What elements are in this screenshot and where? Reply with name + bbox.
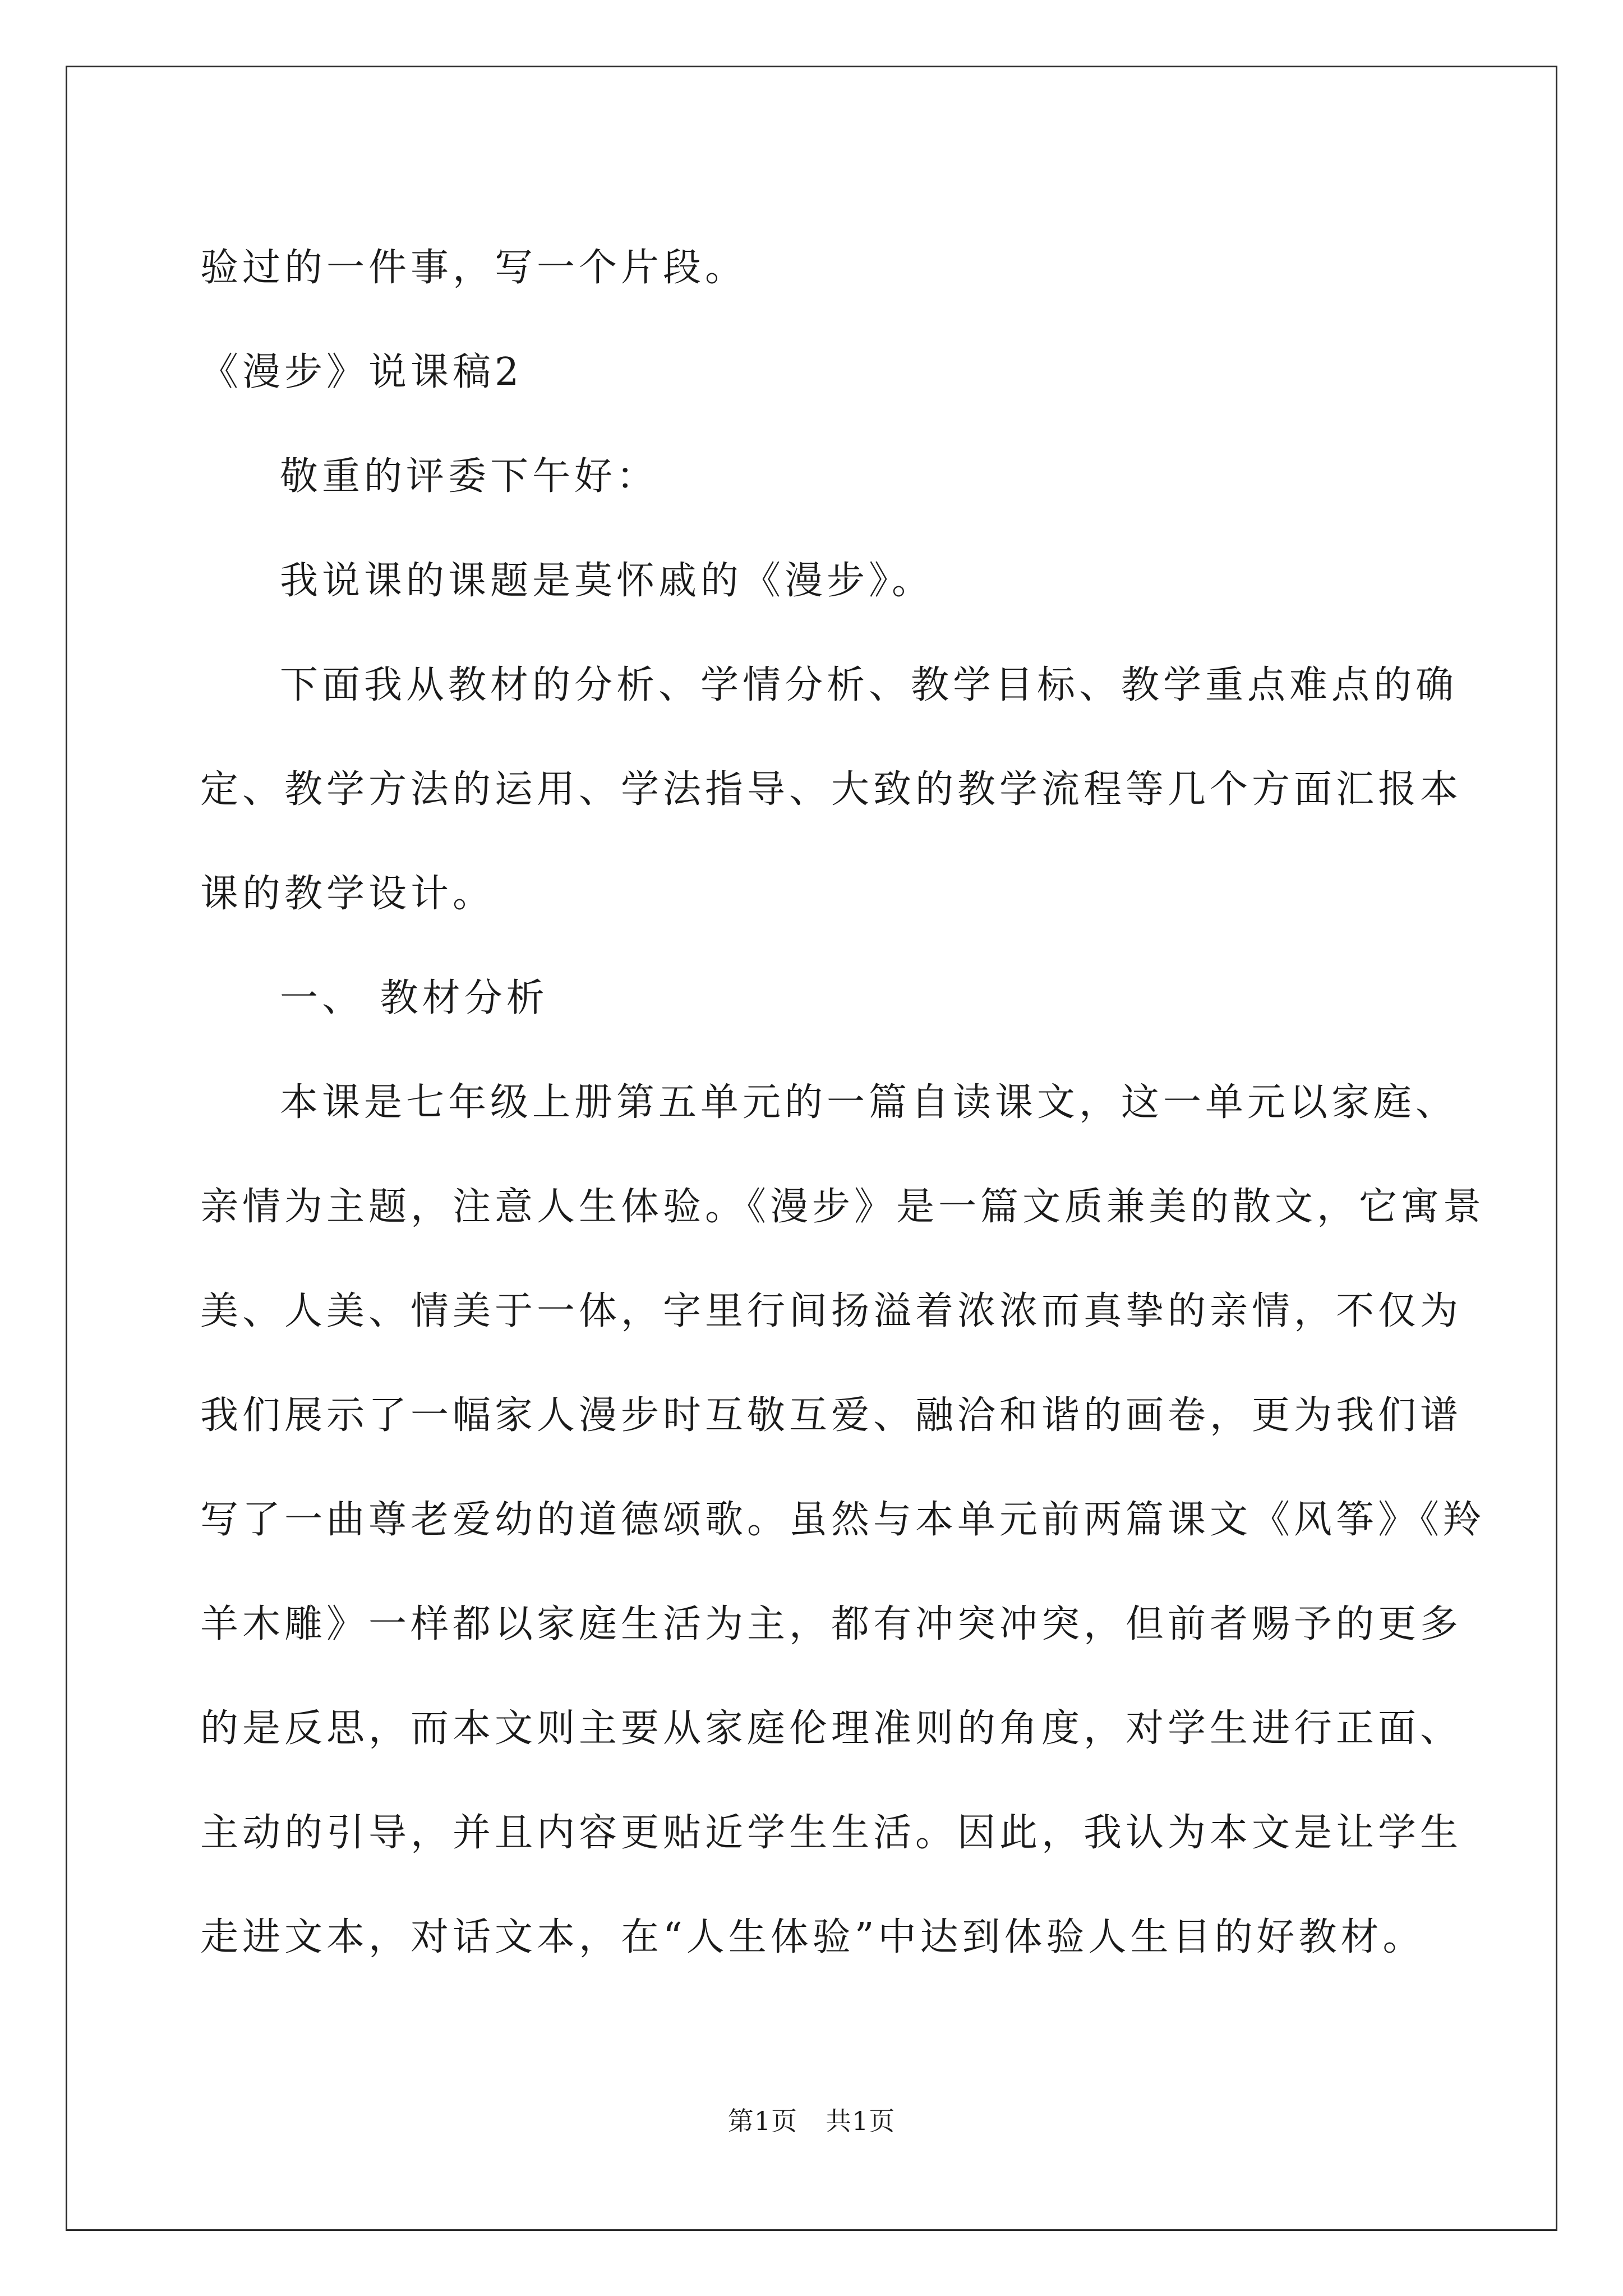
page-footer [0, 2101, 1623, 2138]
section-title: 《漫步》说课稿2 [200, 350, 523, 394]
text-line: 写了一曲尊老爱幼的道德颂歌。虽然与本单元前两篇课文《风筝》《羚 [200, 1498, 1486, 1542]
page-number: 第1页 [727, 2106, 797, 2136]
text-line: 本课是七年级上册第五单元的一篇自读课文，这一单元以家庭、 [280, 1080, 1458, 1125]
text-line: 走进文本，对话文本，在“人生体验”中达到体验人生目的好教材。 [200, 1915, 1425, 1959]
text-line: 亲情为主题，注意人生体验。《漫步》是一篇文质兼美的散文，它寓景 [200, 1185, 1486, 1229]
text-line: 美、人美、情美于一体，字里行间扬溢着浓浓而真挚的亲情，不仅为 [200, 1289, 1463, 1333]
text-line: 主动的引导，并且内容更贴近学生生活。因此，我认为本文是让学生 [200, 1811, 1463, 1855]
text-line: 定、教学方法的运用、学法指导、大致的教学流程等几个方面汇报本 [200, 767, 1463, 812]
text-line: 我说课的课题是莫怀戚的《漫步》。 [280, 559, 934, 603]
text-line: 我们展示了一幅家人漫步时互敬互爱、融洽和谐的画卷，更为我们谱 [200, 1393, 1463, 1438]
text-line: 课的教学设计。 [200, 872, 495, 916]
text-line: 下面我从教材的分析、学情分析、教学目标、教学重点难点的确 [280, 663, 1458, 707]
text-line: 的是反思，而本文则主要从家庭伦理准则的角度，对学生进行正面、 [200, 1706, 1463, 1751]
text-line: 敬重的评委下午好： [280, 454, 659, 499]
section-heading: 一、 教材分析 [280, 976, 548, 1020]
document-body [200, 216, 1486, 1990]
page-total: 共1页 [826, 2106, 896, 2136]
text-line: 羊木雕》一样都以家庭生活为主，都有冲突冲突，但前者赐予的更多 [200, 1602, 1463, 1646]
text-line: 验过的一件事，写一个片段。 [200, 246, 748, 290]
